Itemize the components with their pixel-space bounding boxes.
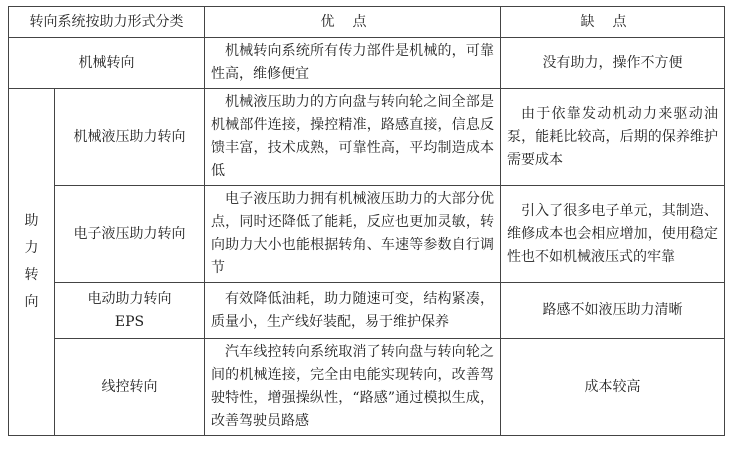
table-row-mechanical (9, 38, 725, 89)
table-row (9, 186, 725, 283)
table-row (9, 89, 725, 186)
type-name: 机械转向 (9, 38, 205, 89)
cons-cell: 成本较高 (501, 339, 725, 436)
cons-cell: 路感不如液压助力清晰 (501, 283, 725, 339)
header-cons: 缺点 (501, 7, 725, 38)
pros-cell: 机械液压助力的方向盘与转向轮之间全部是机械部件连接，操控精准，路感直接，信息反馈丰富，技术成熟，可靠性高，平均制造成本低 (205, 89, 501, 186)
type-name: 线控转向 (55, 339, 205, 436)
pros-cell: 有效降低油耗，助力随速可变，结构紧凑，质量小，生产线好装配，易于维护保养 (205, 283, 501, 339)
header-category: 转向系统按助力形式分类 (9, 7, 205, 38)
pros-cell: 汽车线控转向系统取消了转向盘与转向轮之间的机械连接，完全由电能实现转向，改善驾驶特性，增强操纵性，“路感”通过模拟生成，改善驾驶员路感 (205, 339, 501, 436)
type-name: 电动助力转向 EPS (55, 283, 205, 339)
type-name: 机械液压助力转向 (55, 89, 205, 186)
cons-cell: 由于依靠发动机动力来驱动油泵，能耗比较高，后期的保养维护需要成本 (501, 89, 725, 186)
table-row (9, 283, 725, 339)
pros-cell: 机械转向系统所有传力部件是机械的，可靠性高，维修便宜 (205, 38, 501, 89)
cons-cell: 引入了很多电子单元，其制造、维修成本也会相应增加，使用稳定性也不如机械液压式的牢靠 (501, 186, 725, 283)
table-row (9, 339, 725, 436)
pros-cell: 电子液压助力拥有机械液压助力的大部分优点，同时还降低了能耗，反应也更加灵敏，转向助力大小也能根据转角、车速等参数自行调节 (205, 186, 501, 283)
steering-comparison-table (8, 6, 725, 436)
header-row (9, 7, 725, 38)
cons-cell: 没有助力，操作不方便 (501, 38, 725, 89)
header-pros: 优点 (205, 7, 501, 38)
power-steering-group-label: 助 力 转 向 (9, 89, 55, 436)
type-name: 电子液压助力转向 (55, 186, 205, 283)
